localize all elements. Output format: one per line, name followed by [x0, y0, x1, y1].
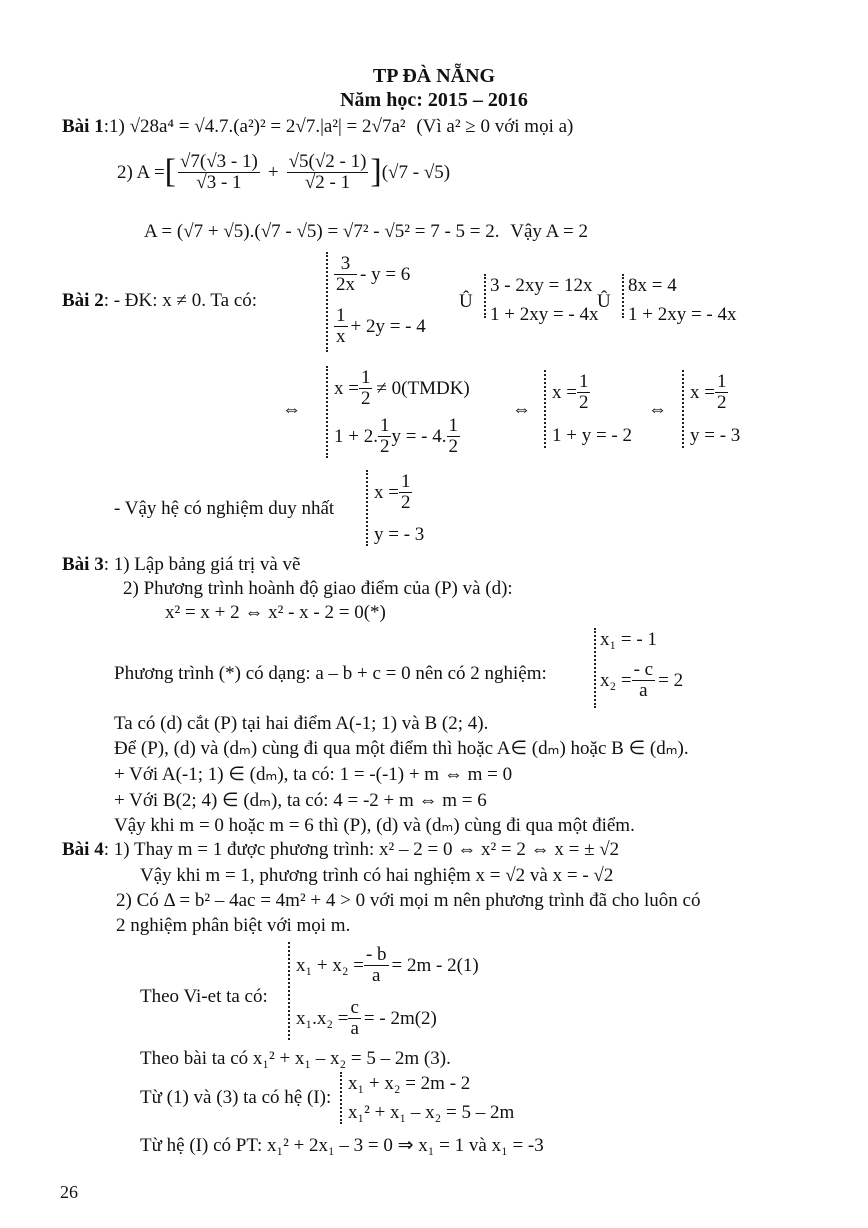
school-year: Năm học: 2015 – 2016	[340, 89, 528, 111]
bai4-p2b: 2 nghiệm phân biệt với mọi m.	[116, 915, 351, 936]
bai2-intro	[62, 291, 257, 310]
bai4-p2a: 2) Có Δ = b² – 4ac = 4m² + 4 > 0 với mọi m nên phương trình đã cho luôn có	[116, 890, 701, 911]
denominator: a	[639, 679, 648, 701]
denominator: a	[372, 964, 381, 986]
right-bracket: ]	[370, 153, 382, 191]
bai3-part1	[62, 555, 301, 574]
system-i-row2: x₁² + x₁ – x₂ = 5 – 2m	[348, 1102, 515, 1123]
denominator: a	[350, 1017, 359, 1039]
sys4-row2	[334, 416, 460, 457]
bai3-part2: 2) Phương trình hoành độ giao điểm của (P) và (d):	[123, 578, 513, 599]
iff-symbol: ⇔	[648, 399, 667, 420]
denominator: 2	[360, 387, 371, 409]
fraction	[364, 945, 389, 986]
numerator: - b	[365, 944, 387, 965]
system-brace	[326, 252, 332, 352]
sys6-row1-pre: x =	[690, 381, 715, 403]
bai4-condition: Theo bài ta có x₁² + x₁ – x₂ = 5 – 2m (3).	[140, 1048, 451, 1069]
root-2-post: = 2	[658, 669, 684, 691]
fraction-2-numerator: √5(√2 - 1)	[288, 151, 367, 172]
sys5-row1	[552, 372, 590, 413]
bai2-intro-text: : - ĐK: x ≠ 0. Ta có:	[103, 290, 258, 311]
sys1-row1	[334, 254, 410, 295]
sys4-row1-post: ≠ 0(TMDK)	[376, 377, 470, 399]
bai3-line4: + Với B(2; 4) ∈ (dₘ), ta có: 4 = -2 + m ⇔ m = 6	[114, 790, 487, 811]
bai4-label: Bài 4	[62, 839, 104, 860]
equiv-symbol: Û	[597, 291, 611, 312]
denominator: 2	[379, 435, 390, 457]
fraction-2-denominator: √2 - 1	[304, 171, 351, 193]
numerator: 3	[334, 254, 357, 275]
vieta-row2	[296, 998, 437, 1039]
fraction-half	[359, 368, 373, 409]
bai3-line3: + Với A(-1; 1) ∈ (dₘ), ta có: 1 = -(-1) + m ⇔ m = 0	[114, 764, 513, 785]
vieta-row2-pre: x₁.x₂ =	[296, 1007, 349, 1029]
left-bracket: [	[164, 153, 176, 191]
fraction-2	[287, 152, 369, 193]
vieta-row1-pre: x₁ + x₂ =	[296, 954, 364, 976]
bai1-p1-note: (Vì a² ≥ 0 với mọi a)	[416, 116, 574, 137]
denominator: 2	[400, 491, 411, 513]
root-2-pre: x₂ =	[600, 669, 632, 691]
bai3-label: Bài 3	[62, 554, 104, 575]
system-i-label: Từ (1) và (3) ta có hệ (I):	[140, 1087, 332, 1108]
vieta-label: Theo Vi-et ta có:	[140, 986, 268, 1007]
final-row1	[374, 472, 412, 513]
sys1-row2-rest: + 2y = - 4	[350, 315, 426, 337]
bai1-part3	[144, 222, 588, 241]
fraction-half	[399, 472, 413, 513]
fraction-1-denominator: √3 - 1	[196, 171, 242, 193]
sys1-row1-rest: - y = 6	[360, 263, 411, 285]
final-row2: y = - 3	[374, 524, 425, 545]
system-brace	[326, 366, 332, 458]
bai4-final-line: Từ hệ (I) có PT: x₁² + 2x₁ – 3 = 0 ⇒ x₁ = 1 và x₁ = -3	[140, 1135, 544, 1156]
bai4-p1-text: : 1) Thay m = 1 được phương trình: x² – 2 = 0 ⇔ x² = 2 ⇔ x = ± √2	[103, 839, 620, 860]
system-i-row1: x₁ + x₂ = 2m - 2	[348, 1073, 471, 1094]
equiv-symbol: Û	[459, 291, 473, 312]
denominator: 2	[448, 435, 459, 457]
fraction-half	[378, 416, 392, 457]
numerator: 1	[360, 367, 371, 388]
numerator: 1	[379, 415, 390, 436]
fraction-half	[577, 372, 591, 413]
fraction	[334, 306, 348, 347]
bai2-conclusion: - Vậy hệ có nghiệm duy nhất	[114, 498, 335, 519]
sys4-row2-mid: y = - 4.	[391, 425, 447, 447]
sys6-row2: y = - 3	[690, 425, 741, 446]
bai1-p3-conclusion: Vậy A = 2	[510, 221, 588, 242]
bai3-equation: x² = x + 2 ⇔ x² - x - 2 = 0(*)	[165, 602, 386, 623]
numerator: 1	[336, 305, 346, 326]
bai1-p3-line: A = (√7 + √5).(√7 - √5) = √7² - √5² = 7 - 5 = 2.	[144, 221, 500, 242]
sys5-row1-pre: x =	[552, 381, 577, 403]
root-2	[600, 660, 683, 701]
sys3-row1: 8x = 4	[628, 275, 677, 296]
vieta-row1	[296, 945, 479, 986]
document-title: TP ĐÀ NẴNG	[372, 65, 496, 87]
sys4-row2-pre: 1 + 2.	[334, 425, 378, 447]
bai1-p1-prefix: :1)	[103, 116, 130, 137]
bai1-label: Bài 1	[62, 116, 104, 137]
denominator: x	[336, 325, 346, 347]
bai3-line1: Ta có (d) cắt (P) tại hai điểm A(-1; 1) và B (2; 4).	[114, 713, 489, 734]
iff-symbol: ⇔	[512, 399, 531, 420]
fraction	[348, 998, 360, 1039]
sys6-row1	[690, 372, 728, 413]
fraction-half	[715, 372, 729, 413]
plus-sign: +	[267, 161, 279, 183]
bai3-roots-text: Phương trình (*) có dạng: a – b + c = 0 nên có 2 nghiệm:	[114, 663, 547, 684]
sys1-row2	[334, 306, 426, 347]
bai1-p2-tail: (√7 - √5)	[381, 161, 451, 183]
sys4-row1-pre: x =	[334, 377, 359, 399]
vieta-row1-post: = 2m - 2(1)	[391, 954, 479, 976]
numerator: 1	[578, 371, 589, 392]
bai3-p1-text: : 1) Lập bảng giá trị và vẽ	[103, 554, 301, 575]
numerator: c	[350, 997, 359, 1018]
bai3-line5: Vậy khi m = 0 hoặc m = 6 thì (P), (d) và (dₘ) cùng đi qua một điểm.	[114, 815, 635, 836]
numerator: 1	[448, 415, 459, 436]
denominator: 2x	[336, 273, 355, 295]
denominator: 2	[578, 391, 589, 413]
sys2-row2: 1 + 2xy = - 4x	[490, 304, 599, 325]
page-number: 26	[60, 1182, 78, 1202]
bai2-label: Bài 2	[62, 290, 104, 311]
system-brace	[544, 370, 550, 448]
system-brace	[366, 470, 372, 546]
iff-symbol: ⇔	[282, 399, 301, 420]
vieta-row2-post: = - 2m(2)	[363, 1007, 437, 1029]
fraction-1-numerator: √7(√3 - 1)	[180, 151, 258, 172]
sys2-row1: 3 - 2xy = 12x	[490, 275, 593, 296]
numerator: 1	[716, 371, 727, 392]
fraction	[632, 660, 656, 701]
numerator: 1	[400, 471, 411, 492]
bai4-part1	[62, 840, 619, 859]
root-1: x₁ = - 1	[600, 629, 657, 650]
sys3-row2: 1 + 2xy = - 4x	[628, 304, 737, 325]
system-brace	[288, 942, 294, 1040]
bai1-part2	[117, 152, 450, 193]
sys4-row1	[334, 368, 470, 409]
bai1-p1-equation: √28a⁴ = √4.7.(a²)² = 2√7.|a²| = 2√7a²	[129, 116, 406, 137]
fraction-1	[178, 152, 260, 193]
bai1-part1	[62, 117, 573, 136]
bai1-p2-label: 2) A =	[117, 161, 165, 183]
fraction	[334, 254, 357, 295]
system-brace	[340, 1072, 346, 1124]
denominator: 2	[716, 391, 727, 413]
bai4-p1b: Vậy khi m = 1, phương trình có hai nghiệm x = √2 và x = - √2	[140, 865, 614, 886]
final-row1-pre: x =	[374, 481, 399, 503]
fraction-half	[447, 416, 461, 457]
bai3-line2: Để (P), (d) và (dₘ) cùng đi qua một điểm thì hoặc A∈ (dₘ) hoặc B ∈ (dₘ).	[114, 738, 689, 759]
system-brace	[682, 370, 688, 448]
sys5-row2: 1 + y = - 2	[552, 425, 633, 446]
numerator: - c	[633, 659, 654, 680]
